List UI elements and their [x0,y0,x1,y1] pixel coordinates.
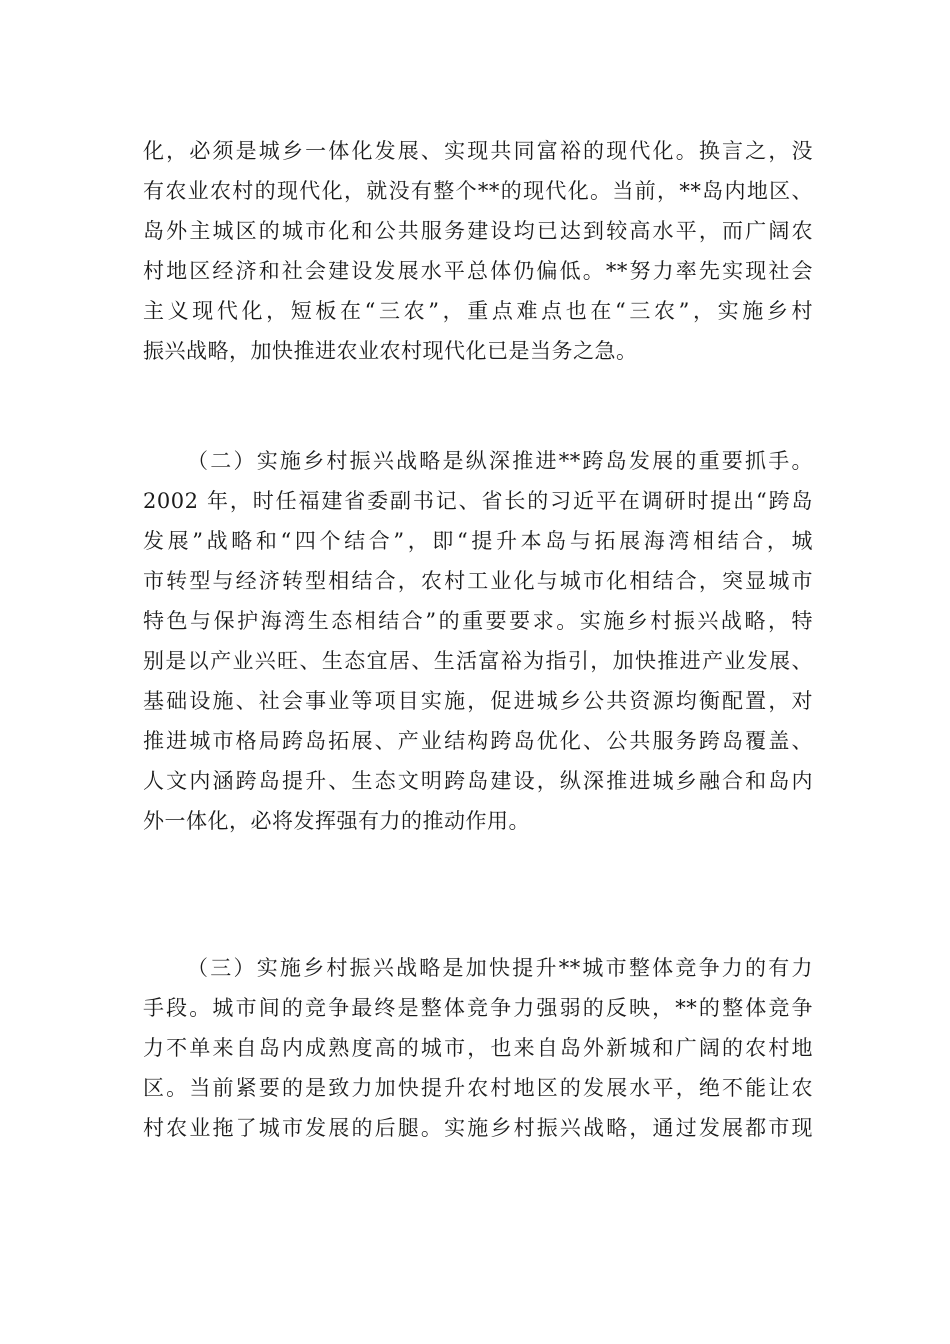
paragraph-heading-line: （二）实施乡村振兴战略是纵深推进**跨岛发展的重要抓手。 [187,449,813,473]
paragraph-line: 岛外主城区的城市化和公共服务建设均已达到较高水平，而广阔农 [143,219,813,243]
paragraph-line: 区。当前紧要的是致力加快提升农村地区的发展水平，绝不能让农 [143,1076,813,1100]
paragraph-1 [143,131,813,371]
paragraph-line: 主义现代化，短板在“三农”，重点难点也在“三农”，实施乡村 [143,299,813,323]
paragraph-line: 振兴战略，加快推进农业农村现代化已是当务之急。 [143,339,638,363]
paragraph-line: 村农业拖了城市发展的后腿。实施乡村振兴战略，通过发展都市现 [143,1116,813,1140]
paragraph-2 [143,441,813,841]
paragraph-line: 外一体化，必将发挥强有力的推动作用。 [143,809,530,833]
paragraph-line: 力不单来自岛内成熟度高的城市，也来自岛外新城和广阔的农村地 [143,1036,813,1060]
paragraph-line: 特色与保护海湾生态相结合”的重要要求。实施乡村振兴战略，特 [143,609,813,633]
paragraph-line: 化，必须是城乡一体化发展、实现共同富裕的现代化。换言之，没 [143,139,813,163]
paragraph-heading-line: （三）实施乡村振兴战略是加快提升**城市整体竞争力的有力 [187,956,813,980]
paragraph-line: 人文内涵跨岛提升、生态文明跨岛建设，纵深推进城乡融合和岛内 [143,769,813,793]
paragraph-line: 有农业农村的现代化，就没有整个**的现代化。当前，**岛内地区、 [143,179,813,203]
paragraph-line: 发展”战略和“四个结合”，即“提升本岛与拓展海湾相结合，城 [143,529,813,553]
paragraph-line: 推进城市格局跨岛拓展、产业结构跨岛优化、公共服务跨岛覆盖、 [143,729,813,753]
paragraph-line: 别是以产业兴旺、生态宜居、生活富裕为指引，加快推进产业发展、 [143,649,813,673]
paragraph-line: 手段。城市间的竞争最终是整体竞争力强弱的反映，**的整体竞争 [143,996,813,1020]
paragraph-line: 2002 年，时任福建省委副书记、省长的习近平在调研时提出“跨岛 [143,489,813,513]
paragraph-line: 基础设施、社会事业等项目实施，促进城乡公共资源均衡配置，对 [143,689,813,713]
paragraph-3 [143,948,813,1148]
paragraph-line: 村地区经济和社会建设发展水平总体仍偏低。**努力率先实现社会 [143,259,813,283]
paragraph-line: 市转型与经济转型相结合，农村工业化与城市化相结合，突显城市 [143,569,813,593]
